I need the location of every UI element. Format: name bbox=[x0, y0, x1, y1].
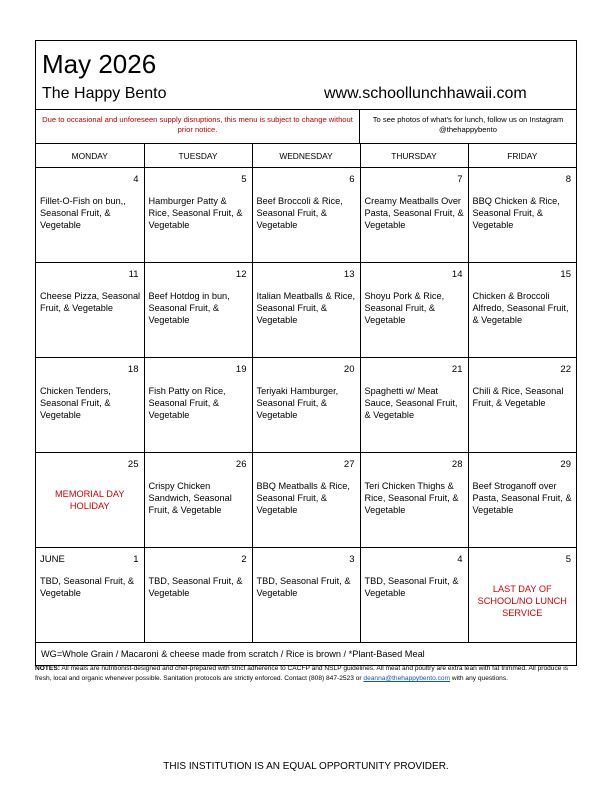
day-cell bbox=[252, 453, 360, 548]
day-number: 27 bbox=[343, 459, 355, 470]
day-number: 4 bbox=[457, 554, 463, 565]
weekday-header: WEDNESDAY bbox=[252, 144, 360, 168]
day-number: 13 bbox=[343, 269, 355, 280]
day-cell bbox=[144, 358, 252, 453]
month-label: JUNE bbox=[40, 554, 65, 565]
day-number: 29 bbox=[560, 459, 571, 470]
weekday-header: THURSDAY bbox=[360, 144, 468, 168]
day-cell bbox=[36, 548, 144, 643]
week-row bbox=[36, 358, 576, 453]
day-cell bbox=[144, 453, 252, 548]
instagram-notice: To see photos of what's for lunch, follow us on Instagram @thehappybento bbox=[372, 115, 564, 134]
day-cell bbox=[144, 168, 252, 263]
day-number: 6 bbox=[349, 174, 355, 185]
day-number: 19 bbox=[235, 364, 247, 375]
day-number: 26 bbox=[235, 459, 247, 470]
day-cell bbox=[252, 548, 360, 643]
day-cell bbox=[360, 168, 468, 263]
meal-text: Crispy Chicken Sandwich, Seasonal Fruit, & Vegetable bbox=[148, 481, 232, 515]
website-url: www.schoollunchhawaii.com bbox=[324, 85, 527, 102]
day-cell bbox=[144, 548, 252, 643]
equal-opportunity-statement: THIS INSTITUTION IS AN EQUAL OPPORTUNITY PROVIDER. bbox=[163, 761, 449, 772]
day-cell bbox=[36, 263, 144, 358]
meal-text: Chicken & Broccoli Alfredo, Seasonal Fruit, & Vegetable bbox=[472, 291, 569, 325]
meal-text: Beef Hotdog in bun, Seasonal Fruit, & Vegetable bbox=[148, 291, 230, 325]
supply-disruption-notice: Due to occasional and unforeseen supply disruptions, this menu is subject to change without prior notice. bbox=[36, 110, 360, 143]
day-cell bbox=[252, 168, 360, 263]
week-row bbox=[36, 548, 576, 643]
day-number: 4 bbox=[133, 174, 139, 185]
week-row bbox=[36, 453, 576, 548]
day-cell bbox=[468, 168, 576, 263]
meal-text: TBD, Seasonal Fruit, & Vegetable bbox=[40, 576, 134, 598]
meal-text: Beef Stroganoff over Pasta, Seasonal Fruit, & Vegetable bbox=[472, 481, 572, 515]
meal-text: BBQ Meatballs & Rice, Seasonal Fruit, & Vegetable bbox=[256, 481, 350, 515]
day-cell bbox=[36, 453, 144, 548]
day-number: 12 bbox=[235, 269, 247, 280]
day-cell bbox=[360, 263, 468, 358]
day-number: 25 bbox=[127, 459, 139, 470]
weekday-header: TUESDAY bbox=[144, 144, 252, 168]
day-cell bbox=[252, 358, 360, 453]
meal-text: Beef Broccoli & Rice, Seasonal Fruit, & Vegetable bbox=[256, 196, 343, 230]
day-number: 11 bbox=[128, 269, 139, 280]
page-title: May 2026 bbox=[42, 49, 157, 79]
day-number: 3 bbox=[349, 554, 355, 565]
meal-text: Hamburger Patty & Rice, Seasonal Fruit, & Vegetable bbox=[148, 196, 243, 230]
day-number: 14 bbox=[451, 269, 463, 280]
meal-text: TBD, Seasonal Fruit, & Vegetable bbox=[364, 576, 459, 598]
meal-text: Teriyaki Hamburger, Seasonal Fruit, & Vegetable bbox=[256, 386, 339, 420]
week-row bbox=[36, 263, 576, 358]
day-cell bbox=[144, 263, 252, 358]
meal-text: Spaghetti w/ Meat Sauce, Seasonal Fruit, & Vegetable bbox=[364, 386, 458, 420]
day-cell bbox=[468, 358, 576, 453]
notice-row bbox=[36, 110, 576, 144]
day-number: 1 bbox=[133, 554, 139, 565]
company-name: The Happy Bento bbox=[42, 85, 167, 102]
legend: WG=Whole Grain / Macaroni & cheese made from scratch / Rice is brown / *Plant-Based Meal bbox=[41, 649, 425, 659]
day-cell bbox=[360, 548, 468, 643]
day-number: 20 bbox=[343, 364, 355, 375]
meal-text: Fillet-O-Fish on bun,, Seasonal Fruit, & Vegetable bbox=[40, 196, 126, 230]
day-cell bbox=[360, 358, 468, 453]
meal-text: TBD, Seasonal Fruit, & Vegetable bbox=[148, 576, 243, 598]
weekday-header: MONDAY bbox=[36, 144, 144, 168]
meal-text: Cheese Pizza, Seasonal Fruit, & Vegetable bbox=[40, 291, 141, 313]
meal-text: Teri Chicken Thighs & Rice, Seasonal Fruit, & Vegetable bbox=[364, 481, 459, 515]
week-row bbox=[36, 168, 576, 263]
meal-text: TBD, Seasonal Fruit, & Vegetable bbox=[256, 576, 351, 598]
meal-text: Chili & Rice, Seasonal Fruit, & Vegetable bbox=[472, 386, 564, 408]
day-cell bbox=[468, 263, 576, 358]
day-number: 2 bbox=[241, 554, 247, 565]
meal-text: BBQ Chicken & Rice, Seasonal Fruit, & Vegetable bbox=[472, 196, 560, 230]
day-number: 7 bbox=[457, 174, 463, 185]
day-number: 21 bbox=[451, 364, 463, 375]
day-number: 5 bbox=[565, 554, 571, 565]
notes-suffix: with any questions. bbox=[450, 675, 508, 683]
day-cell bbox=[468, 548, 576, 643]
notes bbox=[35, 664, 577, 684]
day-number: 22 bbox=[560, 364, 571, 375]
meal-text: Italian Meatballs & Rice, Seasonal Fruit, & Vegetable bbox=[256, 291, 356, 325]
menu-sheet bbox=[35, 40, 577, 666]
day-number: 5 bbox=[241, 174, 247, 185]
day-number: 8 bbox=[565, 174, 571, 185]
day-cell bbox=[252, 263, 360, 358]
notes-label: NOTES: bbox=[35, 665, 60, 672]
notes-text: All meals are nutritionist-designed and chef-prepared with strict adherence to CACFP and NSLP guidelines. All meat and poultry are extra lean with fat trimmed. All produce is fresh, local and organic whenever possible. Sanitation protocols are strictly enforced. Contact (808) 847-2523 or bbox=[35, 665, 569, 683]
day-cell bbox=[36, 358, 144, 453]
weekday-header: FRIDAY bbox=[468, 144, 576, 168]
meal-text: Chicken Tenders, Seasonal Fruit, & Vegetable bbox=[40, 386, 111, 420]
contact-email-link[interactable]: deanna@thehappybento.com bbox=[363, 675, 451, 683]
meal-text: Fish Patty on Rice, Seasonal Fruit, & Vegetable bbox=[148, 386, 226, 420]
menu-calendar bbox=[36, 144, 576, 643]
last-day-text: LAST DAY OF SCHOOL/NO LUNCH SERVICE bbox=[477, 584, 567, 618]
weekday-header-row bbox=[36, 144, 576, 168]
meal-text: Shoyu Pork & Rice, Seasonal Fruit, & Vegetable bbox=[364, 291, 445, 325]
day-cell bbox=[36, 168, 144, 263]
day-cell bbox=[360, 453, 468, 548]
day-cell bbox=[468, 453, 576, 548]
meal-text: Creamy Meatballs Over Pasta, Seasonal Fruit, & Vegetable bbox=[364, 196, 464, 230]
holiday-text: MEMORIAL DAY HOLIDAY bbox=[55, 489, 125, 511]
day-number: 18 bbox=[127, 364, 139, 375]
menu-header bbox=[36, 41, 576, 110]
day-number: 15 bbox=[560, 269, 571, 280]
day-number: 28 bbox=[451, 459, 463, 470]
